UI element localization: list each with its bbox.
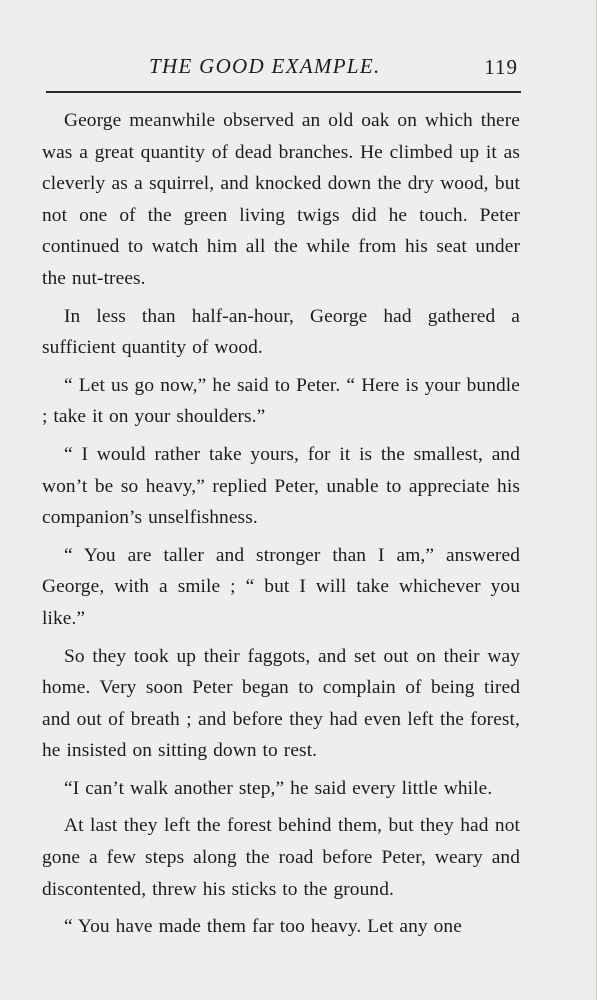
running-title: THE GOOD EXAMPLE. [149,54,381,78]
paragraph-3: “ Let us go now,” he said to Peter. “ Here is your bundle ; take it on your shoulders.” [42,374,520,428]
paragraph-4: “ I would rather take yours, for it is the smallest, and won’t be so heavy,” replied Peter, unable to appreciate his companion’s unselfishness. [42,443,520,529]
body-text [42,105,520,949]
page-number: 119 [484,55,518,79]
header-rule [46,91,521,93]
paragraph-6: So they took up their faggots, and set out on their way home. Very soon Peter began to complain of being tired and out of breath ; and before they had even left the forest, he insisted on sitting down to rest. [42,645,520,762]
paragraph-8: At last they left the forest behind them, but they had not gone a few steps along the road before Peter, weary and discontented, threw his sticks to the ground. [42,815,520,900]
paragraph-2: In less than half-an-hour, George had gathered a sufficient quantity of wood. [42,305,520,359]
paragraph-1: George meanwhile observed an old oak on which there was a great quantity of dead branches. He climbed up it as cleverly as a squirrel, and knocked down the dry wood, but not one of the green living twigs did he touch. Peter continued to watch him all the while from his seat under the nut-trees. [42,110,520,289]
paragraph-5: “ You are taller and stronger than I am,” answered George, with a smile ; “ but I will take whichever you like.” [42,544,520,629]
paragraph-9: “ You have made them far too heavy. Let any one [64,916,462,938]
running-header [46,52,522,82]
paragraph-7: “I can’t walk another step,” he said every little while. [64,777,493,799]
